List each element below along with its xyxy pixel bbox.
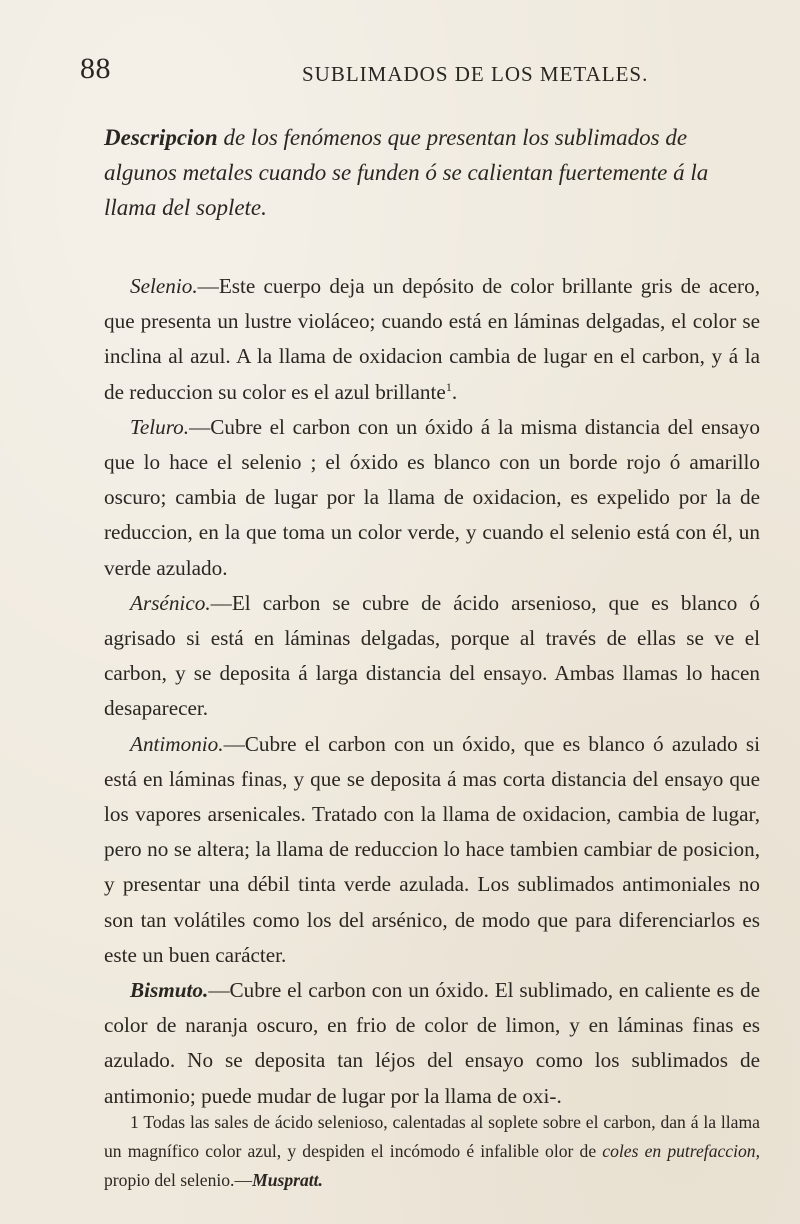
page-header: [80, 52, 770, 92]
footnote: [104, 1108, 760, 1195]
footnote-text-2: , propio del selenio.—: [104, 1140, 760, 1190]
paragraph-text: —Cubre el carbon con un óxido á la misma distancia del ensayo que lo hace el selenio ; el óxido es blanco con un borde rojo ó amarillo oscuro; cambia de lugar por la llama de oxidacion, es expelido por la de reduccion, en la que toma un color verde, y cuando el selenio está con él, un verde azulado.: [104, 414, 760, 580]
footnote-marker: 1: [130, 1111, 139, 1132]
footnote-reference: 1: [445, 379, 452, 394]
element-term: Arsénico.: [130, 590, 211, 615]
page-number: 88: [80, 52, 111, 85]
section-title-lead: Descripcion: [104, 125, 218, 150]
paragraph-bismuto: [104, 973, 760, 1114]
element-term: Bismuto.: [130, 978, 209, 1003]
running-title: SUBLIMADOS DE LOS METALES.: [302, 62, 649, 86]
footnote-italic: coles en putrefaccion: [602, 1140, 756, 1161]
section-title: [104, 120, 760, 225]
paragraph-arsenico: [104, 586, 760, 727]
paragraph-teluro: [104, 410, 760, 586]
paragraph-end: .: [451, 379, 458, 404]
paragraph-text: —Este cuerpo deja un depósito de color brillante gris de acero, que presenta un lustre violáceo; cuando está en láminas delgadas, el color se inclina al azul. A la llama de oxidacion cambia de lugar en el carbon, y á la de reduccion su color es el azul brillante: [104, 274, 760, 404]
element-term: Teluro.: [130, 414, 190, 439]
element-term: Selenio.: [130, 274, 198, 298]
paragraph-text: —El carbon se cubre de ácido arsenioso, que es blanco ó agrisado si está en láminas delgadas, porque al través de ellas se ve el carbon, y se deposita á larga distancia del ensayo. Ambas llamas lo hacen desaparecer.: [104, 590, 760, 721]
paragraph-text: —Cubre el carbon con un óxido. El sublimado, en caliente es de color de naranja oscuro, en frio de color de limon, y en láminas finas es azulado. No se deposita tan léjos del ensayo como los sublimados de antimonio; puede mudar de lugar por la llama de oxi-.: [104, 978, 760, 1108]
footnote-author: Muspratt.: [252, 1169, 323, 1190]
paragraph-selenio: [104, 269, 760, 410]
element-term: Antimonio.: [130, 731, 224, 756]
paragraph-text: —Cubre el carbon con un óxido, que es blanco ó azulado si está en láminas finas, y que se deposita á mas corta distancia del ensayo que los vapores arsenicales. Tratado con la llama de oxidacion, cambia de lugar, pero no se altera; la llama de reduccion lo hace tambien cambiar de posicion, y presentar una débil tinta verde azulada. Los sublimados antimoniales no son tan volátiles como los del arsénico, de modo que para diferenciarlos es este un buen carácter.: [104, 731, 760, 967]
footnote-text: Todas las sales de ácido selenioso, calentadas al soplete sobre el carbon, dan á la llama un magnífico color azul, y despiden el incómodo é infalible olor de: [104, 1111, 760, 1161]
main-text: [104, 120, 760, 1114]
paragraph-antimonio: [104, 727, 760, 973]
section-title-rest: de los fenómenos que presentan los sublimados de algunos metales cuando se funden ó se calientan fuertemente á la llama del soplete.: [104, 125, 709, 220]
